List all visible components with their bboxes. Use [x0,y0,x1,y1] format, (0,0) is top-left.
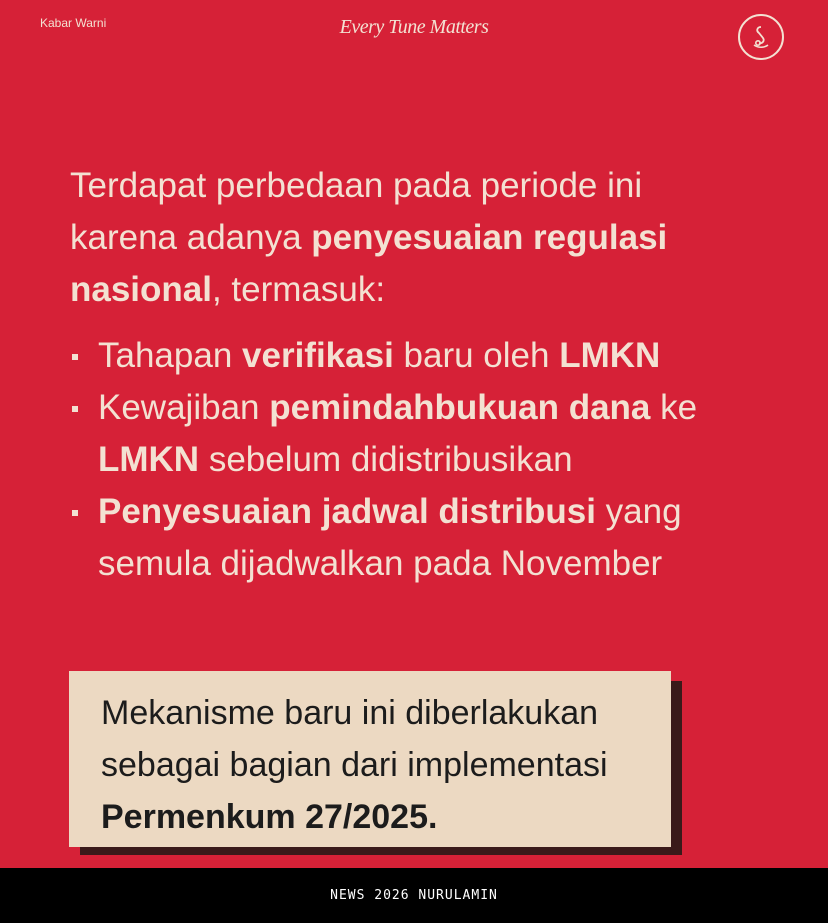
brand-logo-text: Every Tune Matters [339,16,489,38]
intro-paragraph: Terdapat perbedaan pada periode ini karena adanya penyesuaian regulasi nasional, termasuk: [70,166,668,309]
footer-watermark: NEWS 2026 NURULAMIN [0,868,828,923]
callout-box: Mekanisme baru ini diberlakukan sebagai bagian dari implementasi Permenkum 27/2025. [69,671,671,847]
source-label: Kabar Warni [40,16,107,30]
bullet-square-icon [72,510,78,516]
list-item: Penyesuaian jadwal distribusi yang semula dijadwalkan pada November [70,486,750,590]
music-note-circle-icon [738,14,784,60]
list-item: Kewajiban pemindahbukuan dana ke LMKN sebelum didistribusikan [70,382,750,486]
bullet-square-icon [72,354,78,360]
bullet-square-icon [72,406,78,412]
list-item: Tahapan verifikasi baru oleh LMKN [70,330,750,382]
regulation-list [70,330,750,590]
